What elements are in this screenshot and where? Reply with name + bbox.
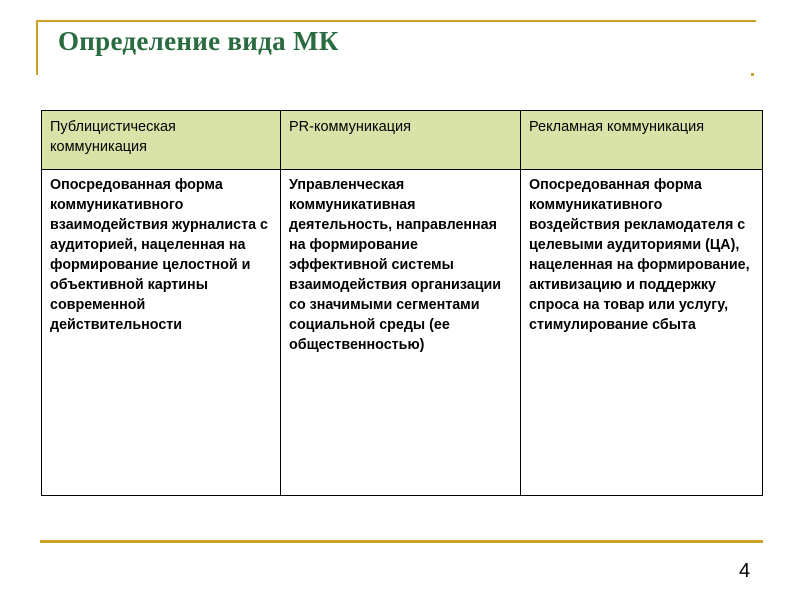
bottom-decorative-rule (40, 540, 763, 543)
comparison-table (41, 110, 763, 496)
cell-advertising-definition: Опосредованная форма коммуникативного воздействия рекламодателя с целевыми аудиториями (ЦА), нацеленная на формирование, активизацию и поддержку спроса на товар или услугу, стимулирование сбыта (521, 170, 763, 496)
top-decorative-rule (36, 20, 756, 22)
cell-pr-definition: Управленческая коммуникативная деятельность, направленная на формирование эффективной системы взаимодействия организации со значимыми сегментами социальной среды (ее общественностью) (281, 170, 521, 496)
table-header-row (42, 111, 763, 170)
header-cell-publicistic: Публицистическая коммуникация (42, 111, 281, 170)
slide-title: Определение вида МК (58, 26, 339, 56)
cell-publicistic-definition: Опосредованная форма коммуникативного взаимодействия журналиста с аудиторией, нацеленная на формирование целостной и объективной картины современной действительности (42, 170, 281, 496)
left-decorative-rule (36, 20, 38, 75)
decorative-dot (751, 73, 754, 76)
header-cell-advertising: Рекламная коммуникация (521, 111, 763, 170)
header-cell-pr: PR-коммуникация (281, 111, 521, 170)
page-number: 4 (739, 560, 751, 582)
table-row (42, 170, 763, 496)
